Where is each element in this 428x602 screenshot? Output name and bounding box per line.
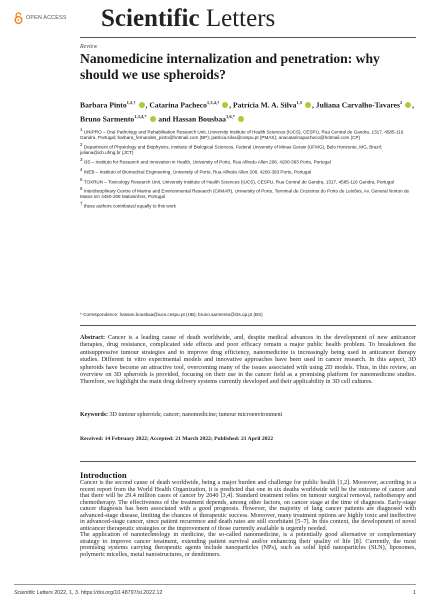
author-name: Catarina Pacheco: [149, 100, 207, 110]
orcid-icon[interactable]: [139, 102, 145, 108]
open-lock-icon: [14, 12, 23, 24]
affiliation-item: [80, 186, 416, 200]
author-name: Bruno Sarmento: [80, 114, 135, 124]
affiliation-text: TOXRUN – Toxicology Research Unit, University Institute of Health Sciences (IUCS), CESPU, Rua Central de Gandra, 1317, 4585-116 Gandra, Portugal: [83, 179, 394, 185]
orcid-icon[interactable]: [305, 102, 311, 108]
affiliation-marker: 3: [80, 157, 83, 163]
section-heading: Introduction: [80, 470, 127, 480]
keywords-label: Keywords:: [80, 412, 108, 418]
author-conjunction: and: [158, 114, 171, 124]
author-name: Juliana Carvalho-Tavares: [315, 100, 400, 110]
author-affiliation-marker: 1,3,4,*: [134, 114, 147, 120]
article-title: Nanomedicine internalization and penetration: why should we use spheroids?: [80, 51, 380, 82]
journal-title-rest: Letters: [199, 5, 276, 32]
footer-divider: [14, 584, 416, 585]
affiliation-text: INEB – Instituto of Biomedical Engineering, University of Porto, Rua Alfredo Allen 208, 4200-393 Porto, Portugal: [83, 169, 312, 175]
affiliation-marker: 1: [80, 127, 83, 132]
affiliation-marker: 2: [80, 142, 83, 148]
journal-title-bold: Scientific: [101, 5, 200, 32]
paragraph: The application of nanotechnology in medicine, the so-called nanomedicine, is a potentially good alternative or complementary strategy to improve cancer treatment, extending patient survival and/or enhancing their quality of life [8]. Currently, the most promising systems carrying therapeutic agents include nanoparticles (NPs), such as solid lipid nanoparticles (SLN), liposomes, polymeric micelles, metal nanostructures, or dendrimers.: [80, 531, 416, 559]
author-affiliation-marker: 1,3,4,†: [206, 100, 220, 105]
affiliation-marker: 5: [80, 176, 83, 182]
author-affiliation-marker: 1,5: [296, 100, 303, 105]
footer-doi[interactable]: 2022, 1, 3. https://doi.org/10.48797/sl.2022.12: [52, 590, 163, 596]
author-name: Barbara Pinto: [80, 100, 127, 110]
affiliation-marker: 6: [80, 186, 83, 192]
author-list: Barbara Pinto$^{1,2,\dagger}$ , Catarina Pacheco$^{1,3,4,\dagger}$ , Patrícia M. A. Silva$^{1,5}$ , Juliana Carvalho-Tavares$^2$ , Bruno Sarmento$^{1,3,4,*}$ and Hassan Bousbaa$^{1,6,*}$: [80, 100, 415, 124]
introduction-body: [80, 480, 416, 559]
intro-divider: [80, 461, 416, 462]
abstract-text: Cancer is a leading cause of death worldwide, and, despite medical advances in the development of new anticancer therapies, drug resistance, complicated side effects and poor efficacy remain a major public health problem. To breakdown the antisuppressive tumour strategies and to improve drug efficiency, nanomedicine is increasingly being used in anticancer therapy studies. Different in vitro experimental models and innovative approaches have been used in cancer research. In this aspect, 3D spheroids have become an attractive tool, overcoming many of the issues associated with using 2D models. Thus, in this review, an overview on 3D spheroids is provided, focusing on their use in the cancer field as a promising platform for nanomedicine studies. Therefore, we highlight the main drug delivery systems currently developed and their applicability in 3D cell cultures.: [80, 334, 416, 386]
abstract: [80, 334, 416, 386]
paragraph: Cancer is the second cause of death worldwide, being a major burden and challenge for public health [1,2]. Moreover, according to a recent report from the World Health Organization, it is predicted that one in six deaths worldwide will be the outcome of cancer and that there will be 29.4 million cases of cancer by 2040 [3,4]. Standard treatment relies on tumour surgical removal, radiotherapy and chemotherapy. The effectiveness of the treatment depends, among other factors, on cancer stage at the time of diagnosis. Early-stage cancer diagnosis has been associated with a good prognosis. However, the majority of lung cancer patients are diagnosed with advanced-stage disease, limiting the chances of therapeutic success. Moreover, many treatment options are highly toxic and ineffective in advanced-stage cancer, since patient recurrence and death rates are still exorbitant [5–7]. In this context, the development of novel anticancer therapeutic strategies or the improvement of those currently available is urgently needed.: [80, 479, 416, 532]
affiliation-list: [80, 127, 416, 211]
open-access-label: OPEN ACCESS: [26, 15, 67, 21]
footer-journal: Scientific Letters: [14, 590, 53, 596]
journal-title: [101, 4, 275, 34]
affiliation-item: [80, 157, 416, 165]
affiliation-text: UNIPRO – Oral Pathology and Rehabilitation Research Unit, University Institute of Health Sciences (IUCS), CESPU, Rua Central de Gandra, 1317, 4585-116 Gandra, Portugal; barbara_fernandes_pinto@hotmail.com (BP); patricia.silva@cespu.pt (PMAS); anacatarinapacheco@hotmail.com (CP): [80, 129, 404, 141]
author-name: Patrícia M. A. Silva: [232, 100, 297, 110]
keywords: [80, 412, 416, 418]
open-access-badge: [14, 12, 67, 24]
author-affiliation-marker: 1,6,*: [225, 114, 235, 120]
author-affiliation-marker: 1,2,†: [126, 100, 136, 105]
page-number: 1: [412, 590, 416, 596]
affiliation-text: these authors contributed equally to this work: [83, 203, 176, 209]
affiliation-marker: †: [80, 201, 83, 207]
keywords-text: 3D tumour spheroids; cancer; nanomedicine; tumour microenvironment: [108, 412, 283, 418]
citation-footer: [14, 590, 162, 596]
affiliation-marker: 4: [80, 166, 83, 172]
orcid-icon[interactable]: [150, 116, 156, 122]
author-affiliation-marker: 2: [399, 100, 403, 105]
publication-dates: Received: 14 February 2022; Accepted: 21 March 2022; Published: 21 April 2022: [80, 436, 274, 442]
orcid-icon[interactable]: [405, 102, 411, 108]
journal-header: [0, 0, 428, 42]
affiliation-item: [80, 201, 416, 209]
correspondence: * Correspondence: hassan.bousbaa@iucs.cespu.pt (HB); bruno.sarmento@i3s.up.pt (BS): [80, 312, 263, 317]
affiliation-text: Interdisciplinary Centre of Marine and Environmental Research (CIIMAR), University of Porto, Terminal de Cruzeiros do Porto de Leixões, Av. General Norton de Matos s/n 4450-208 Matosinhos, Portugal: [80, 188, 410, 200]
affiliation-text: i3S – Instituto for Research and Innovation in Health, University of Porto, Rua Alfredo Allen 208, 4200-393 Porto, Portugal: [83, 159, 331, 165]
orcid-icon[interactable]: [222, 102, 228, 108]
affiliation-item: [80, 167, 416, 175]
article-type: Review: [80, 44, 98, 50]
orcid-icon[interactable]: [238, 116, 244, 122]
affiliation-item: [80, 177, 416, 185]
affiliation-text: Department of Physiology and Biophysics, Institute of Biological Sciences, Federal University of Minas Gerais (UFMG), Belo Horizonte, MG, Brazil; juliana@icb.ufmg.br (JCT): [80, 144, 382, 156]
author-name: Hassan Bousbaa: [172, 114, 226, 124]
header-divider: [80, 37, 416, 38]
affiliation-item: [80, 142, 416, 156]
affiliation-item: [80, 127, 416, 141]
abstract-divider: [80, 325, 416, 326]
abstract-label: Abstract:: [80, 334, 106, 341]
